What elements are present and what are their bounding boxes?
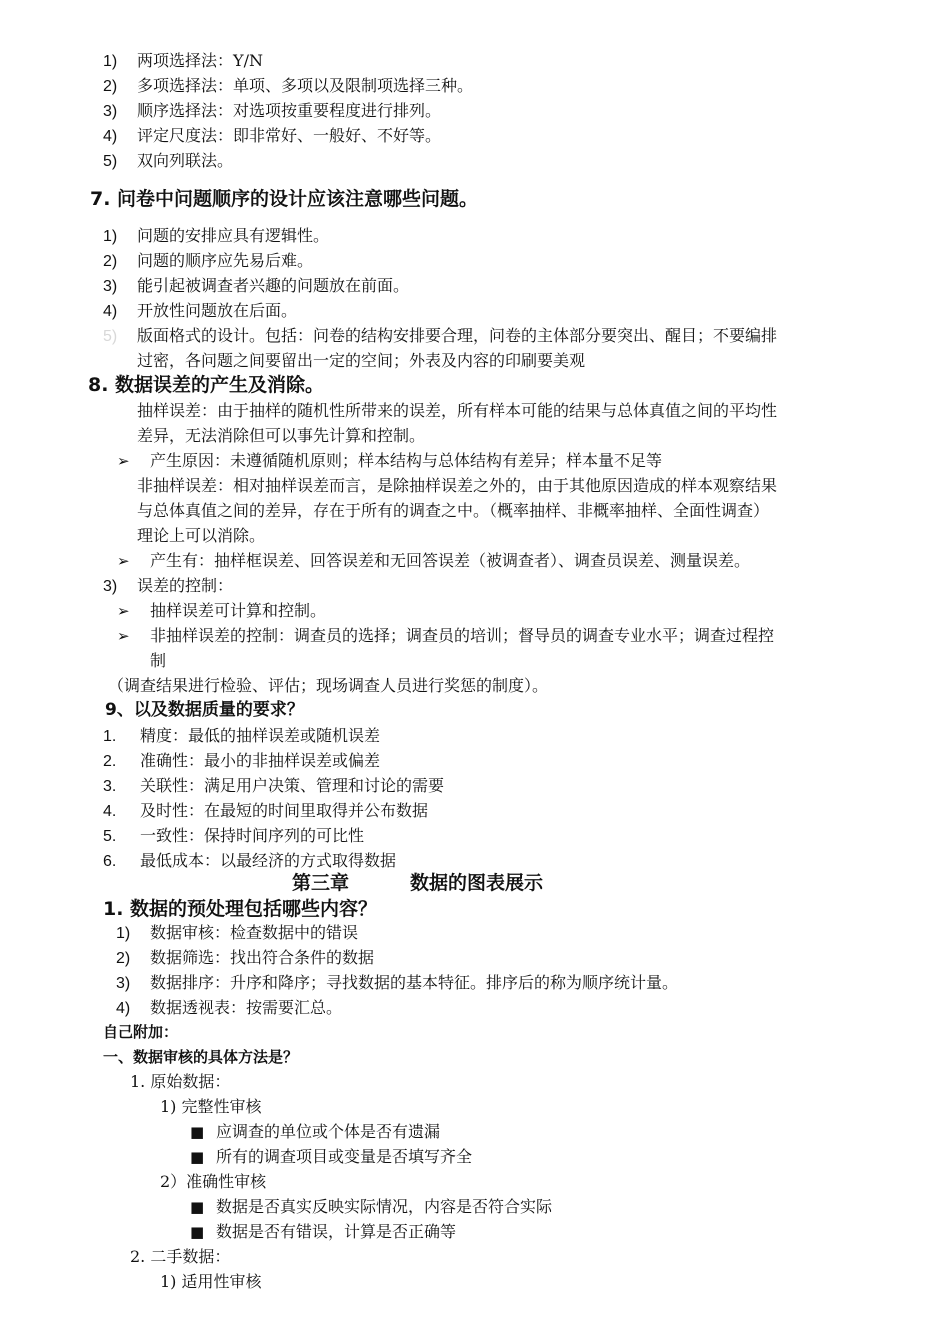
bullet-text: 数据是否真实反映实际情况，内容是否符合实际 (216, 1197, 553, 1216)
list-item: 1) 问题的安排应具有逻辑性。 (103, 226, 330, 245)
subsection-item: 2）准确性审核 (160, 1172, 267, 1191)
subsection: 2. 二手数据： (130, 1247, 231, 1266)
list-item: 3) 能引起被调查者兴趣的问题放在前面。 (103, 276, 410, 295)
list-item: 3) 顺序选择法：对选项按重要程度进行排列。 (103, 101, 442, 120)
bullet-text-continuation: 制 (150, 651, 167, 670)
bullet-text: 非抽样误差的控制：调查员的选择；调查员的培训；督导员的调查专业水平；调查过程控 (150, 626, 775, 645)
appendix-label: 自己附加： (103, 1023, 179, 1041)
paragraph: 理论上可以消除。 (137, 526, 266, 545)
subsection-item: 1) 适用性审核 (160, 1272, 262, 1291)
list-item: 2) 问题的顺序应先易后难。 (103, 251, 314, 270)
bullet-text: 产生原因：未遵循随机原则；样本结构与总体结构有差异；样本量不足等 (150, 451, 663, 470)
square-bullet-icon: ■ (190, 1198, 205, 1216)
list-item: 5) 双向列联法。 (103, 151, 234, 170)
list-item: 4. 及时性：在最短的时间里取得并公布数据 (103, 801, 429, 820)
list-item: 4) 开放性问题放在后面。 (103, 301, 298, 320)
bullet-text: 所有的调查项目或变量是否填写齐全 (216, 1147, 473, 1166)
list-item: 3) 数据排序：升序和降序；寻找数据的基本特征。排序后的称为顺序统计量。 (116, 973, 679, 992)
chapter-title: 数据的图表展示 (410, 872, 544, 894)
arrow-bullet-icon: ➢ (117, 602, 130, 620)
list-item: 2. 准确性：最小的非抽样误差或偏差 (103, 751, 381, 770)
arrow-bullet-icon: ➢ (117, 552, 130, 570)
paragraph: （调查结果进行检验、评估；现场调查人员进行奖惩的制度）。 (108, 676, 549, 695)
section-heading: 7. 问卷中问题顺序的设计应该注意哪些问题。 (90, 188, 479, 210)
square-bullet-icon: ■ (190, 1148, 205, 1166)
bullet-text: 产生有：抽样框误差、回答误差和无回答误差（被调查者）、调查员误差、测量误差。 (150, 551, 751, 570)
subsection-item: 1) 完整性审核 (160, 1097, 262, 1116)
list-item-continuation: 过密，各问题之间要留出一定的空间；外表及内容的印刷要美观 (137, 351, 586, 370)
list-item: 1) 两项选择法：Y/N (103, 51, 263, 70)
square-bullet-icon: ■ (190, 1123, 205, 1141)
list-item: 4) 数据透视表：按需要汇总。 (116, 998, 343, 1017)
list-item: 5) 版面格式的设计。包括：问卷的结构安排要合理，问卷的主体部分要突出、醒目；不要编排 (103, 326, 778, 345)
list-item: 1) 数据审核：检查数据中的错误 (116, 923, 359, 942)
square-bullet-icon: ■ (190, 1223, 205, 1241)
bullet-text: 抽样误差可计算和控制。 (150, 601, 327, 620)
section-heading: 9、以及数据质量的要求？ (105, 700, 304, 720)
arrow-bullet-icon: ➢ (117, 627, 130, 645)
paragraph: 与总体真值之间的差异，存在于所有的调查之中。（概率抽样、非概率抽样、全面性调查） (137, 501, 770, 520)
section-heading: 8. 数据误差的产生及消除。 (88, 374, 325, 396)
arrow-bullet-icon: ➢ (117, 452, 130, 470)
paragraph: 非抽样误差：相对抽样误差而言，是除抽样误差之外的，由于其他原因造成的样本观察结果 (137, 476, 778, 495)
list-item: 1. 精度：最低的抽样误差或随机误差 (103, 726, 381, 745)
bullet-text: 数据是否有错误，计算是否正确等 (216, 1222, 457, 1241)
subsection: 1. 原始数据： (130, 1072, 231, 1091)
list-item: 2) 数据筛选：找出符合条件的数据 (116, 948, 375, 967)
list-item: 3) 误差的控制： (103, 576, 234, 595)
list-item: 3. 关联性：满足用户决策、管理和讨论的需要 (103, 776, 445, 795)
list-item: 2) 多项选择法：单项、多项以及限制项选择三种。 (103, 76, 474, 95)
bullet-text: 应调查的单位或个体是否有遗漏 (216, 1122, 441, 1141)
paragraph: 抽样误差：由于抽样的随机性所带来的误差，所有样本可能的结果与总体真值之间的平均性 (137, 401, 778, 420)
paragraph: 差异，无法消除但可以事先计算和控制。 (137, 426, 426, 445)
appendix-heading: 一、数据审核的具体方法是？ (103, 1048, 299, 1066)
list-item: 4) 评定尺度法：即非常好、一般好、不好等。 (103, 126, 442, 145)
chapter-number: 第三章 (292, 872, 350, 894)
list-item: 6. 最低成本：以最经济的方式取得数据 (103, 851, 397, 870)
list-item: 5. 一致性：保持时间序列的可比性 (103, 826, 365, 845)
section-heading: 1. 数据的预处理包括哪些内容？ (103, 898, 378, 920)
